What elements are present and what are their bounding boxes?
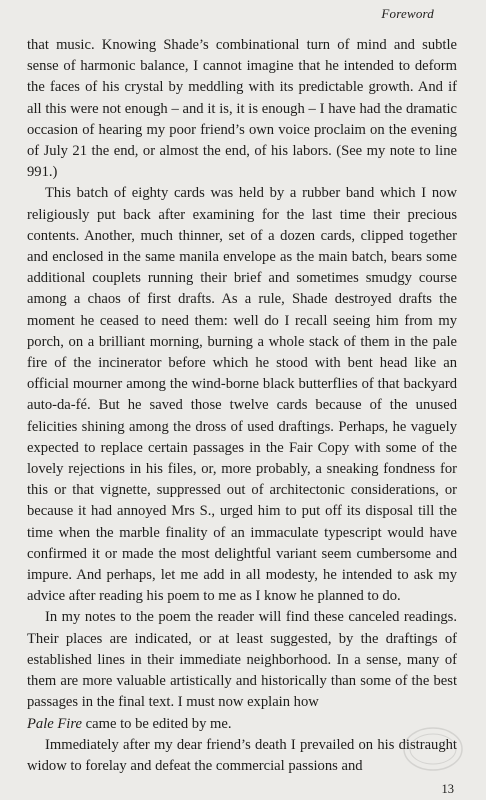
paragraph [27,607,457,734]
paragraph-text: came to be edited by me. [81,715,232,732]
paragraph: that music. Knowing Shade’s combinational turn of mind and subtle sense of harmonic balance, I cannot imagine that he intended to deform the faces of his crystal by meddling with its predictable growth. And if all this were not enough – and it is, it is enough – I have had the dramatic occasion of hearing my poor friend’s own voice proclaim on the evening of July 21 the end, or almost the end, of his labors. (See my note to line 991.) [27,37,457,181]
paragraph: This batch of eighty cards was held by a rubber band which I now religiously put back after examining for the last time their precious contents. Another, much thinner, set of a dozen cards, clipped together and enclosed in the same manila envelope as the main batch, bears some additional couplets running their brief and sometimes smudgy course among a chaos of first drafts. As a rule, Shade destroyed drafts the moment he ceased to need them: well do I recall seeing him from my porch, on a brilliant morning, burning a whole stack of them in the pale fire of the incinerator before which he stood with bent head like an official mourner among the wind-borne black butterflies of that backyard auto-da-fé. But he saved those twelve cards because of the unused felicities shining among the dross of used draftings. Perhaps, he vaguely expected to replace certain passages in the Fair Copy with some of the lovely rejections in his files, or, more probably, a sneaking fondness for this or that vignette, suppressed out of architectonic considerations, or because it had annoyed Mrs S., urged him to put off its disposal till the time when the marble finality of an immaculate typescript would have confirmed it or made the most delightful variant seem cumbersome and impure. And perhaps, let me add in all modesty, he intended to ask my advice after reading his poem to me as I know he planned to do. [27,185,457,605]
body-text [27,35,457,777]
watermark-stamp [402,726,464,772]
running-head: Foreword [381,6,434,21]
paragraph-text: In my notes to the poem the reader will find these canceled readings. Their places are indicated, or at least suggested, by the draftings of established lines in their immediate neighborhood. In a sense, many of them are more valuable artistically and historically than some of the best passages in the final text. I must now explain how [27,609,457,711]
paragraph: Immediately after my dear friend’s death I prevailed on his distraught widow to forelay and defeat the commercial passions and [27,736,457,774]
book-title: Pale Fire [27,715,82,732]
page-number: 13 [441,782,454,796]
